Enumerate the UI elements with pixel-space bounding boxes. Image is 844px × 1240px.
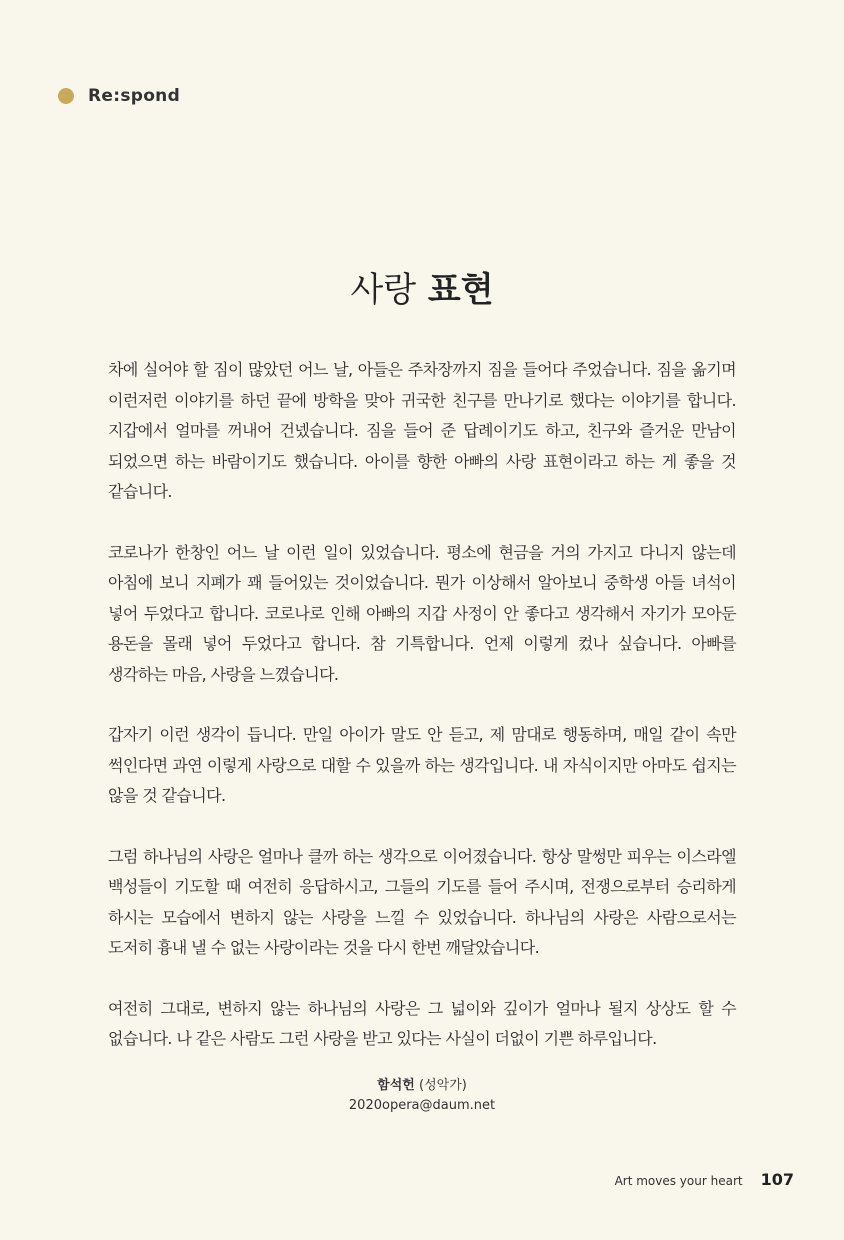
section-dot-icon (58, 88, 74, 104)
author-name: 함석헌 (377, 1078, 415, 1093)
page-number: 107 (760, 1170, 794, 1189)
author-email: 2020opera@daum.net (348, 1098, 496, 1113)
paragraph-5: 여전히 그대로, 변하지 않는 하나님의 사랑은 그 넓이와 깊이가 얼마나 될지 상상도 할 수 없습니다. 나 같은 사람도 그런 사랑을 받고 있다는 사실이 더없이 기쁜 하루입니다. (108, 998, 736, 1048)
article-body (108, 355, 736, 1085)
paragraph-3: 갑자기 이런 생각이 듭니다. 만일 아이가 말도 안 듣고, 제 맘대로 행동하며, 매일 같이 속만 썩인다면 과연 이렇게 사랑으로 대할 수 있을까 하는 생각입니다. 내 자식이지만 아마도 쉽지는 않을 것 같습니다. (108, 725, 736, 805)
author-signature (0, 1076, 844, 1116)
author-role: (성악가) (419, 1078, 467, 1093)
footer-tagline: Art moves your heart (614, 1174, 743, 1188)
section-tag (58, 86, 180, 106)
article-title-part2: 표현 (427, 270, 494, 310)
article-title (0, 262, 844, 311)
paragraph-1: 차에 실어야 할 짐이 많았던 어느 날, 아들은 주차장까지 짐을 들어다 주었습니다. 짐을 옮기며 이런저런 이야기를 하던 끝에 방학을 맞아 귀국한 친구를 만나기로 했다는 이야기를 합니다. 지갑에서 얼마를 꺼내어 건넸습니다. 짐을 들어 준 답례이기도 하고, 친구와 즐거운 만남이 되었으면 하는 바람이기도 했습니다. 아이를 향한 아빠의 사랑 표현이라고 하는 게 좋을 것 같습니다. (108, 360, 736, 501)
paragraph-4: 그럼 하나님의 사랑은 얼마나 클까 하는 생각으로 이어졌습니다. 항상 말썽만 피우는 이스라엘 백성들이 기도할 때 여전히 응답하시고, 그들의 기도를 들어 주시며, 전쟁으로부터 승리하게 하시는 모습에서 변하지 않는 사랑을 느낄 수 있었습니다. 하나님의 사랑은 사람으로서는 도저히 흉내 낼 수 없는 사랑이라는 것을 다시 한번 깨달았습니다. (108, 846, 736, 957)
paragraph-2: 코로나가 한창인 어느 날 이런 일이 있었습니다. 평소에 현금을 거의 가지고 다니지 않는데 아침에 보니 지폐가 꽤 들어있는 것이었습니다. 뭔가 이상해서 알아보니 중학생 아들 녀석이 넣어 두었다고 합니다. 코로나로 인해 아빠의 지갑 사정이 안 좋다고 생각해서 자기가 모아둔 용돈을 몰래 넣어 두었다고 합니다. 참 기특합니다. 언제 이렇게 컸나 싶습니다. 아빠를 생각하는 마음, 사랑을 느꼈습니다. (108, 542, 736, 684)
article-title-part1: 사랑 (350, 270, 417, 310)
section-label: Re:spond (88, 86, 181, 106)
page-footer (615, 1170, 794, 1189)
